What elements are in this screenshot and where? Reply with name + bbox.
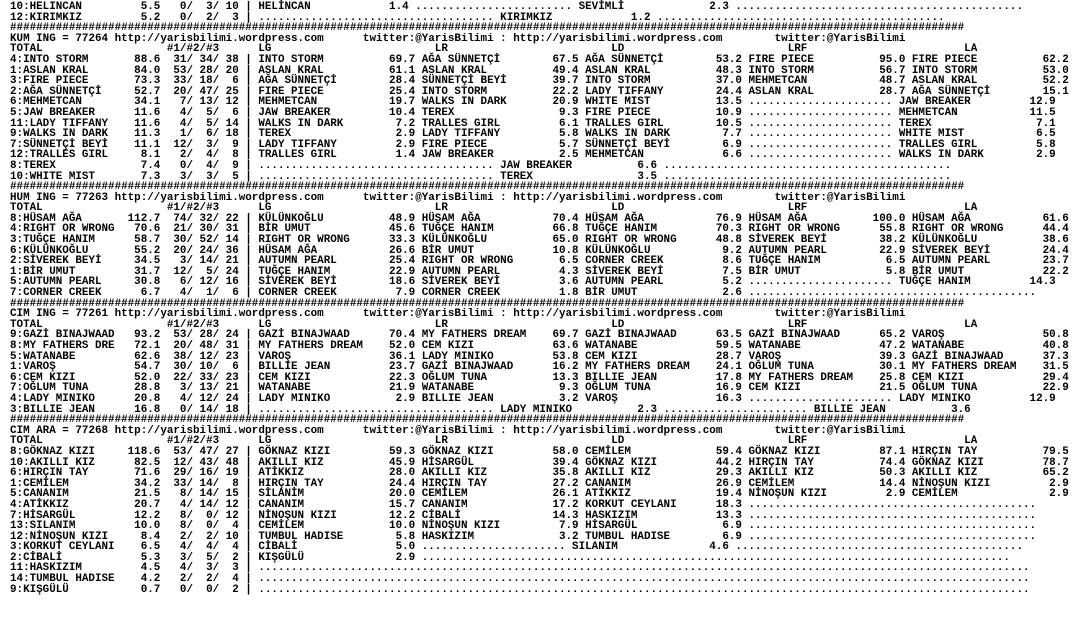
result-row: 7:HİSARGÜL 12.2 8/ 0/ 12 | NİNOŞUN KIZI 12.2 CİBALİ 14.3 HASKIZIM 13.3 ............................................ [10, 509, 1037, 522]
result-row: 3:TUĞÇE HANIM 58.7 30/ 52/ 14 | RIGHT OR WRONG 33.3 KÜLÜNKOĞLU 65.0 RIGHT OR WRONG 48.8 SİVEREK BEYİ 38.2 KÜLÜNKOĞLU 38.6 [10, 234, 1069, 247]
column-header: TOTAL #1/#2/#3 LG LR LD LRF LA [10, 435, 978, 448]
result-row: 4:ATİKKIZ 20.7 4/ 14/ 12 | CANANIM 15.7 CANANIM 17.2 KORKUT CEYLANI 18.3 ............................................ [10, 498, 1037, 511]
result-row: 8:GÖKNAZ KIZI 118.6 53/ 47/ 27 | GÖKNAZ KIZI 59.3 GÖKNAZ KIZI 58.0 CEMİLEM 59.4 GÖKNAZ KIZI 87.1 HIRÇIN TAY 79.5 [10, 445, 1069, 458]
result-row: 1:VAROŞ 54.7 30/ 10/ 6 | BILLIE JEAN 23.7 GAZİ BINAJWAAD 16.2 MY FATHERS DREAM 24.1 OĞLUM TUNA 30.1 MY FATHERS DREAM 31.5 [10, 361, 1069, 374]
result-row: 5:WATANABE 62.6 38/ 12/ 23 | VAROŞ 36.1 LADY MINIKO 53.8 CEM KIZI 28.7 VAROŞ 39.3 GAZİ BINAJWAAD 37.3 [10, 350, 1069, 363]
column-header: TOTAL #1/#2/#3 LG LR LD LRF LA [10, 43, 978, 56]
result-row: 9:KIŞGÜLÜ 0.7 0/ 0/ 2 | ...................................................................................................................... [10, 583, 1030, 596]
result-row: 7:CORNER CREEK 6.7 4/ 1/ 6 | CORNER CREEK 7.9 CORNER CREEK 1.8 BİR UMUT 2.6 ............................................ [10, 287, 1037, 300]
result-row: 14:TUMBUL HADISE 4.2 2/ 2/ 4 | ...................................................................................................................... [10, 573, 1030, 586]
result-row: 1:ASLAN KRAL 84.0 53/ 28/ 20 | ASLAN KRAL 61.1 ASLAN KRAL 49.4 ASLAN KRAL 48.3 INTO STORM 56.7 INTO STORM 53.0 [10, 64, 1069, 77]
result-row: 12:KIRIMKIZ 5.2 0/ 2/ 3 | .................................... KIRIMKIZ 1.2 ............................................ [10, 11, 945, 24]
section-divider: ################################################################################################################################################## [10, 297, 965, 310]
section-divider: ################################################################################################################################################## [10, 22, 965, 35]
result-row: 2:AĞA SÜNNETÇİ 52.7 20/ 47/ 25 | FIRE PIECE 25.4 INTO STORM 22.2 LADY TIFFANY 24.4 ASLAN KRAL 28.7 AĞA SÜNNETÇİ 15.1 [10, 85, 1069, 98]
result-row: 3:KORKUT CEYLANI 6.5 4/ 4/ 4 | CİBALİ 5.0 ...................... SILANIM 4.6 ............................................ [10, 541, 1023, 554]
result-row: 7:SÜNNETÇİ BEYİ 11.1 12/ 3/ 9 | LADY TIFFANY 2.9 FIRE PIECE 5.7 SÜNNETÇİ BEYİ 6.9 ...................... TRALLES GIRL 5.8 [10, 138, 1056, 151]
result-row: 5:CANANIM 21.5 8/ 14/ 15 | SİLANİM 20.0 CEMİLEM 26.1 ATİKKIZ 19.4 NİNOŞUN KIZI 2.9 CEMİLEM 2.9 [10, 488, 1069, 501]
result-row: 11:HASKIZIM 4.5 4/ 3/ 3 | ...................................................................................................................... [10, 562, 1030, 575]
section-header: CIM ARA = 77268 http://yarisbilimi.wordpress.com twitter:@YarisBilimi : http://yarisbilimi.wordpress.com twitter:@YarisBilimi [10, 424, 906, 437]
result-row: 12:TRALLES GIRL 8.1 2/ 4/ 8 | TRALLES GIRL 1.4 JAW BREAKER 2.5 MEHMETCAN 6.6 ...................... WALKS IN DARK 2.9 [10, 149, 1056, 162]
result-row: 13:SILANIM 10.0 8/ 0/ 4 | CEMİLEM 10.0 NİNOŞUN KIZI 7.9 HİSARGÜL 6.9 ............................................ [10, 520, 1037, 533]
race-report-text [10, 2, 1077, 595]
result-row: 2:CİBALİ 5.3 3/ 5/ 2 | KIŞGÜLÜ 2.9 .......................................................................................... [10, 551, 1010, 564]
result-row: 9:WALKS IN DARK 11.3 1/ 6/ 18 | TEREX 2.9 LADY TIFFANY 5.8 WALKS IN DARK 7.7 ...................... WHITE MIST 6.5 [10, 128, 1056, 141]
result-row: 4:INTO STORM 88.6 31/ 34/ 38 | INTO STORM 69.7 AĞA SÜNNETÇİ 67.5 AĞA SÜNNETÇİ 53.2 FIRE PIECE 95.0 FIRE PIECE 62.2 [10, 53, 1069, 66]
result-row: 8:MY FATHERS DRE 72.1 20/ 48/ 31 | MY FATHERS DREAM 52.0 CEM KIZI 63.6 WATANABE 59.5 WATANABE 47.2 WATANABE 40.8 [10, 340, 1069, 352]
result-row: 1:BİR UMUT 31.7 12/ 5/ 24 | TUĞÇE HANIM 22.9 AUTUMN PEARL 4.3 SİVEREK BEYİ 7.5 BİR UMUT 5.8 BİR UMUT 22.2 [10, 265, 1069, 278]
result-row: 7:OĞLUM TUNA 28.8 3/ 13/ 21 | WATANABE 21.9 WATANABE 9.3 OĞLUM TUNA 16.9 CEM KIZI 21.5 OĞLUM TUNA 22.9 [10, 382, 1069, 395]
section-header: KUM ING = 77264 http://yarisbilimi.wordpress.com twitter:@YarisBilimi : http://yarisbilimi.wordpress.com twitter:@YarisBilimi [10, 32, 906, 45]
section-divider: ################################################################################################################################################## [10, 181, 965, 194]
result-row: 6:HIRÇIN TAY 71.6 29/ 16/ 19 | ATİKKIZ 28.0 AKILLI KIZ 35.8 AKILLI KIZ 29.3 AKILLI KIZ 50.3 AKILLI KIZ 65.2 [10, 467, 1069, 480]
result-row: 3:FIRE PIECE 73.3 33/ 18/ 6 | AĞA SÜNNETÇİ 28.4 SÜNNETÇİ BEYİ 39.7 INTO STORM 37.0 MEHMETCAN 48.7 ASLAN KRAL 52.2 [10, 75, 1069, 88]
result-row: 6:CEM KIZI 52.0 22/ 33/ 23 | CEM KIZI 22.3 OĞLUM TUNA 13.3 BILLIE JEAN 17.8 MY FATHERS DREAM 25.8 CEM KIZI 29.4 [10, 371, 1069, 384]
section-divider: ################################################################################################################################################## [10, 414, 965, 427]
section-header: CIM ING = 77261 http://yarisbilimi.wordpress.com twitter:@YarisBilimi : http://yarisbilimi.wordpress.com twitter:@YarisBilimi [10, 308, 906, 321]
result-row: 8:HÜSAM AĞA 112.7 74/ 32/ 22 | KÜLÜNKOĞLU 48.9 HÜSAM AĞA 70.4 HÜSAM AĞA 76.9 HÜSAM AĞA 100.0 HÜSAM AĞA 61.6 [10, 212, 1069, 225]
result-row: 10:AKILLI KIZ 82.5 12/ 43/ 48 | AKILLI KIZ 45.9 HİSARGÜL 39.4 GÖKNAZ KIZI 44.2 HIRÇIN TAY 74.4 GÖKNAZ KIZI 78.7 [10, 456, 1069, 469]
column-header: TOTAL #1/#2/#3 LG LR LD LRF LA [10, 318, 978, 331]
result-row: 4:RIGHT OR WRONG 70.6 21/ 30/ 31 | BİR UMUT 45.6 TUĞÇE HANIM 66.8 TUĞÇE HANIM 70.3 RIGHT OR WRONG 55.8 RIGHT OR WRONG 44.4 [10, 223, 1069, 236]
result-row: 1:CEMİLEM 34.2 33/ 14/ 8 | HIRÇIN TAY 24.4 HIRÇIN TAY 27.2 CANANIM 26.9 CEMİLEM 14.4 NİNOŞUN KIZI 2.9 [10, 477, 1069, 490]
result-row: 9:GAZİ BINAJWAAD 93.2 53/ 28/ 24 | GAZİ BINAJWAAD 70.4 MY FATHERS DREAM 69.7 GAZİ BINAJWAAD 63.5 GAZİ BINAJWAAD 65.2 VAROŞ 50.8 [10, 329, 1069, 342]
result-row: 6:MEHMETCAN 34.1 7/ 13/ 12 | MEHMETCAN 19.7 WALKS IN DARK 20.9 WHITE MIST 13.5 ...................... JAW BREAKER 12.9 [10, 96, 1056, 109]
result-row: 10:WHITE MIST 7.3 3/ 3/ 5 | .................................... TEREX 3.5 ............................................ [10, 170, 952, 183]
column-header: TOTAL #1/#2/#3 LG LR LD LRF LA [10, 202, 978, 215]
result-row: 5:AUTUMN PEARL 30.8 6/ 12/ 16 | SİVEREK BEYİ 18.6 SİVEREK BEYİ 3.6 AUTUMN PEARL 5.2 ...................... TUĞÇE HANIM 14.3 [10, 276, 1056, 289]
result-row: 12:NİNOŞUN KIZI 8.4 2/ 2/ 10 | TUMBUL HADISE 5.8 HASKIZIM 3.2 TUMBUL HADISE 6.9 ............................................ [10, 530, 1037, 543]
result-row: 8:TEREX 7.4 0/ 4/ 9 | .................................... JAW BREAKER 6.6 ............................................ [10, 159, 952, 172]
result-row: 4:LADY MINIKO 20.8 4/ 12/ 24 | LADY MINIKO 2.9 BILLIE JEAN 3.2 VAROŞ 16.3 ...................... LADY MINIKO 12.9 [10, 392, 1056, 405]
result-row: 6:KÜLÜNKOĞLU 55.2 20/ 24/ 36 | HÜSAM AĞA 26.6 BİR UMUT 10.8 KÜLÜNKOĞLU 9.2 AUTUMN PEARL 22.9 SİVEREK BEYİ 24.4 [10, 244, 1069, 257]
result-row: 11:LADY TIFFANY 11.6 4/ 5/ 14 | WALKS IN DARK 7.2 TRALLES GIRL 6.1 TRALLES GIRL 10.5 ...................... TEREX 7.1 [10, 117, 1056, 130]
section-header: HUM ING = 77263 http://yarisbilimi.wordpress.com twitter:@YarisBilimi : http://yarisbilimi.wordpress.com twitter:@YarisBilimi [10, 191, 906, 204]
result-row: 2:SİVEREK BEYİ 34.5 3/ 14/ 21 | AUTUMN PEARL 25.4 RIGHT OR WRONG 6.5 CORNER CREEK 8.6 TUĞÇE HANIM 6.5 AUTUMN PEARL 23.7 [10, 255, 1069, 268]
result-row: 5:JAW BREAKER 11.6 4/ 5/ 6 | JAW BREAKER 10.4 TEREX 9.3 FIRE PIECE 10.9 ...................... MEHMETCAN 11.5 [10, 106, 1056, 119]
result-row: 3:BILLIE JEAN 16.8 0/ 14/ 18 | .................................... LADY MINIKO 2.3 ...................... BILLIE JEAN 3.6 [10, 403, 971, 416]
result-row: 10:HELINCAN 5.5 0/ 3/ 10 | HELİNCAN 1.4 ........................ SEVİMLİ 2.3 ............................................ [10, 1, 1023, 13]
